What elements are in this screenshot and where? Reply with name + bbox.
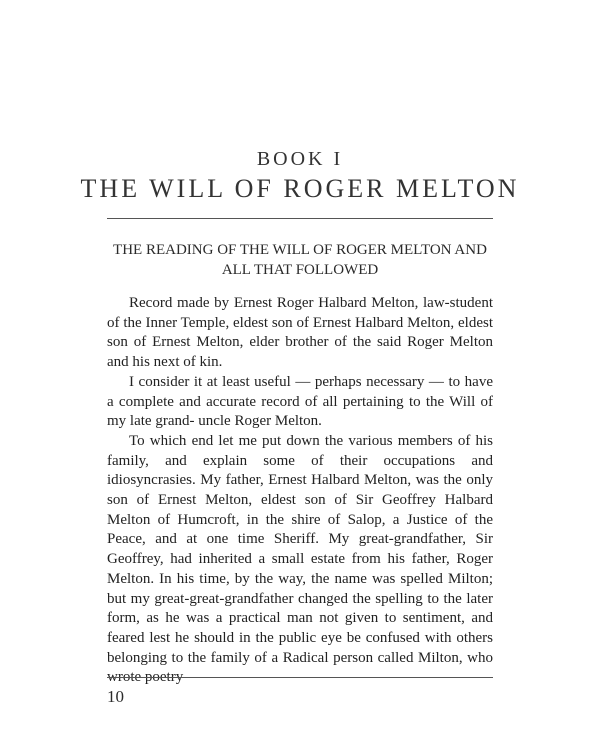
body-text: [107, 294, 493, 688]
book-label: BOOK I: [256, 148, 344, 170]
section-heading: THE READING OF THE WILL OF ROGER MELTON AND ALL THAT FOLLOWED: [113, 242, 487, 278]
paragraph: Record made by Ernest Roger Halbard Melton, law-student of the Inner Temple, eldest son of Ernest Halbard Melton, eldest son of Ernest Melton, elder brother of the said Roger Melton and his next of kin.: [107, 295, 493, 371]
bottom-divider: [107, 677, 493, 678]
paragraph: To which end let me put down the various members of his family, and explain some of their occupations and idiosyncrasies. My father, Ernest Halbard Melton, was the only son of Ernest Melton, eldest son of Sir Geoffrey Halbard Melton of Humcroft, in the shire of Salop, a Justice of the Peace, and at one time Sheriff. My great-grandfather, Sir Geoffrey, had inherited a small estate from his father, Roger Melton. In his time, by the way, the name was spelled Milton; but my great-great-grandfather changed the spelling to the later form, as he was a practical man not given to sentiment, and feared lest he should in the public eye be confused with others belonging to the family of a Radical person called Milton, who wrote poetry: [107, 432, 493, 686]
paragraph: I consider it at least useful — perhaps necessary — to have a complete and accurate record of all pertaining to the Will of my late grand- uncle Roger Melton.: [107, 373, 493, 430]
top-divider: [107, 218, 493, 219]
page-number: 10: [107, 687, 124, 706]
book-title: THE WILL OF ROGER MELTON: [80, 174, 520, 203]
